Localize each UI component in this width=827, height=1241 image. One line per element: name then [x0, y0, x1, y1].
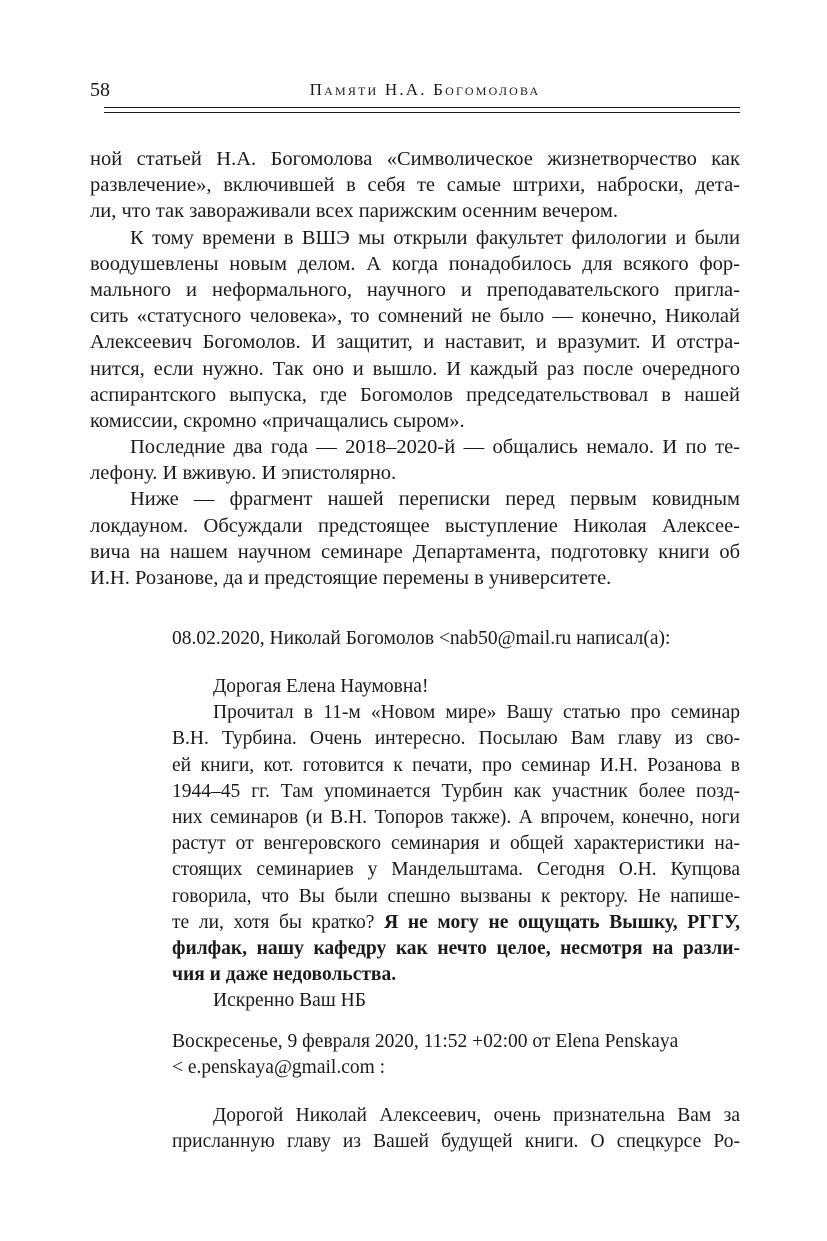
text-line: аспирантского выпуска, где Богомолов председательствовал в нашей — [90, 383, 740, 406]
text-line: сить «статусного человека», то сомнений не было — конечно, Николай — [90, 305, 740, 328]
letter-line: стоящих семинариев у Мандельштама. Сегодня О.Н. Купцова — [172, 859, 740, 881]
header-rule-bottom — [104, 112, 740, 113]
text-line: Ниже — фрагмент нашей переписки перед первым ковидным — [130, 488, 740, 511]
letter-1-header — [172, 626, 740, 652]
letter-mixed-line — [172, 910, 740, 936]
letter-greeting: Дорогая Елена Наумовна! — [213, 676, 429, 697]
text-line: Последние два года — 2018–2020-й — общались немало. И по те- — [130, 436, 740, 459]
letter-header-line: 08.02.2020, Николай Богомолов <nab50@mail.ru написал(а): — [172, 628, 671, 649]
letter-1-body — [172, 674, 740, 1014]
text-line: воодушевлены новым делом. А когда понадобилось для всякого фор- — [90, 252, 740, 275]
text-line: И.Н. Розанове, да и предстоящие перемены в университете. — [90, 567, 612, 589]
text-line: К тому времени в ВШЭ мы открыли факультет филологии и были — [130, 226, 740, 249]
letter-bold-line: филфак, нашу кафедру как нечто целое, несмотря на разли- — [172, 937, 740, 959]
letter-header-line: < e.penskaya@gmail.com : — [172, 1057, 386, 1079]
letter-plain-fragment: те ли, хотя бы кратко? — [172, 911, 385, 933]
letter-line: ей книги, кот. готовится к печати, про семинар И.Н. Розанова в — [172, 754, 740, 776]
letter-2-body — [172, 1103, 740, 1155]
text-line: мального и неформального, научного и преподавательского пригла- — [90, 278, 740, 301]
text-line: лефону. И вживую. И эпистолярно. — [90, 462, 397, 485]
letter-line: 1944–45 гг. Там упоминается Турбин как участник более позд- — [172, 780, 740, 802]
text-line: комиссии, скромно «причащались сыром». — [90, 409, 465, 432]
running-header — [90, 76, 740, 116]
letter-line: растут от венгеровского семинария и общей характеристики на- — [172, 833, 740, 855]
running-title: Памяти Н.А. Богомолова — [309, 80, 541, 99]
letter-signature: Искренно Ваш НБ — [213, 990, 366, 1012]
letter-line: В.Н. Турбина. Очень интересно. Посылаю Вам главу из сво- — [172, 728, 740, 750]
text-line: нится, если нужно. Так оно и вышло. И каждый раз после очередного — [90, 357, 740, 380]
text-line: Алексеевич Богомолов. И защитит, и наставит, и вразумит. И отстра- — [90, 331, 740, 354]
text-line: вича на нашем научном семинаре Департамента, подготовку книги об — [90, 540, 740, 563]
letter-line: Дорогой Николай Алексеевич, очень признательна Вам за — [213, 1105, 740, 1126]
letter-bold-line: чия и даже недовольства. — [172, 964, 397, 986]
letter-line: них семинаров (и В.Н. Топоров также). А впрочем, конечно, ноги — [172, 806, 740, 828]
text-line: локдауном. Обсуждали предстоящее выступление Николая Алексее- — [90, 514, 740, 537]
text-line: развлечение», включившей в себя те самые штрихи, наброски, дета- — [90, 174, 740, 197]
letter-line: говорила, что Вы были спешно вызваны к ректору. Не напише- — [172, 885, 740, 907]
header-rule-top — [104, 107, 740, 108]
letter-header-line: Воскресенье, 9 февраля 2020, 11:52 +02:00 от Elena Penskaya — [172, 1031, 679, 1052]
page-number: 58 — [90, 79, 110, 101]
text-line: ли, что так завораживали всех парижским осенним вечером. — [90, 200, 619, 223]
letter-bold-fragment: Я не могу не ощущать Вышку, РГГУ, — [384, 911, 740, 933]
main-text — [90, 146, 740, 591]
letter-line: присланную главу из Вашей будущей книги. О спецкурсе Ро- — [172, 1131, 740, 1153]
text-line: ной статьей Н.А. Богомолова «Символическое жизнетворчество как — [90, 148, 740, 170]
letter-line: Прочитал в 11-м «Новом мире» Вашу статью про семинар — [213, 702, 740, 724]
letter-2-header — [172, 1029, 740, 1081]
